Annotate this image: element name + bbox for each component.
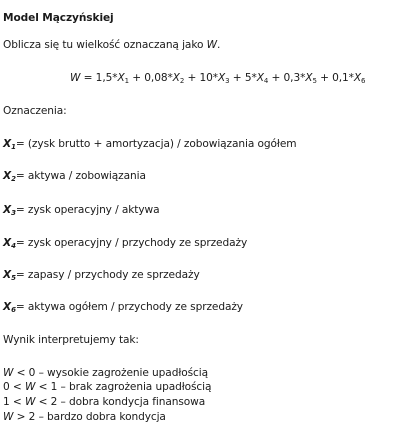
formula-term-after: + 10* xyxy=(184,72,218,84)
intro-prefix: Oblicza się tu wielkość oznaczaną jako xyxy=(3,39,204,51)
definition-item xyxy=(3,137,296,151)
interpretation-symbol: W xyxy=(3,367,14,379)
formula-term-sub: 5 xyxy=(312,77,317,85)
interpretation-prefix: 1 < xyxy=(3,396,25,408)
formula-term-var: X xyxy=(172,72,180,84)
interpretation-suffix: < 0 – wysokie zagrożenie upadłością xyxy=(13,367,208,379)
definition-sub: 6 xyxy=(11,306,16,314)
interpretation-suffix: > 2 – bardzo dobra kondycja xyxy=(13,411,166,423)
definition-var: X xyxy=(3,138,12,150)
designations-heading: Oznaczenia: xyxy=(3,105,67,117)
interpretation-prefix: 0 < xyxy=(3,381,25,393)
definition-var: X xyxy=(3,204,12,216)
interpretation-item xyxy=(3,410,166,424)
definition-sub: 5 xyxy=(11,274,16,282)
definition-sub: 1 xyxy=(11,143,16,151)
definition-text: = zysk operacyjny / przychody ze sprzedaży xyxy=(15,237,248,249)
formula-term-var: X xyxy=(353,72,362,84)
definition-var: X xyxy=(3,269,12,281)
formula-term-var: X xyxy=(256,72,264,84)
formula-term-after: + 0,3* xyxy=(268,72,306,84)
formula-equals: = 1,5* xyxy=(80,72,118,84)
formula-term-sub: 1 xyxy=(124,77,129,85)
formula-term-sub: 4 xyxy=(263,77,269,85)
interpretation-suffix: < 1 – brak zagrożenia upadłością xyxy=(35,381,212,393)
definition-text: = zysk operacyjny / aktywa xyxy=(15,204,160,216)
formula-term-sub: 6 xyxy=(361,77,366,85)
definition-item xyxy=(3,268,200,282)
formula-term-after: + 0,08* xyxy=(128,72,173,84)
definition-var: X xyxy=(3,170,12,182)
interpretation-suffix: < 2 – dobra kondycja finansowa xyxy=(35,396,206,408)
definition-sub: 2 xyxy=(11,175,16,183)
definition-text: = (zysk brutto + amortyzacja) / zobowiązania ogółem xyxy=(15,138,297,150)
intro-line xyxy=(3,38,220,52)
formula-term-sub: 2 xyxy=(179,77,185,85)
intro-suffix: . xyxy=(217,39,221,51)
interpretation-heading: Wynik interpretujemy tak: xyxy=(3,334,139,346)
formula xyxy=(70,71,365,85)
document-title: Model Mączyńskiej xyxy=(3,12,114,24)
formula-term-var: X xyxy=(117,72,125,84)
formula-term-var: X xyxy=(305,72,313,84)
definition-item xyxy=(3,169,146,183)
formula-term-var: X xyxy=(218,72,226,84)
interpretation-symbol: W xyxy=(3,411,14,423)
definition-var: X xyxy=(3,301,12,313)
definition-text: = aktywa ogółem / przychody ze sprzedaży xyxy=(15,301,243,313)
definition-text: = aktywa / zobowiązania xyxy=(15,170,146,182)
formula-lhs: W xyxy=(70,72,81,84)
interpretation-item xyxy=(3,395,205,409)
definition-sub: 3 xyxy=(11,209,16,217)
definition-item xyxy=(3,300,243,314)
formula-term-sub: 3 xyxy=(225,77,230,85)
definition-item xyxy=(3,203,159,217)
definition-text: = zapasy / przychody ze sprzedaży xyxy=(15,269,200,281)
interpretation-symbol: W xyxy=(24,381,36,393)
interpretation-item xyxy=(3,380,211,394)
formula-term-after: + 0,1* xyxy=(316,72,354,84)
interpretation-symbol: W xyxy=(24,396,36,408)
definition-item xyxy=(3,236,247,250)
interpretation-item xyxy=(3,366,208,380)
formula-term-after: + 5* xyxy=(229,72,257,84)
definition-sub: 4 xyxy=(11,242,16,250)
intro-symbol: W xyxy=(206,39,218,51)
definition-var: X xyxy=(3,237,12,249)
